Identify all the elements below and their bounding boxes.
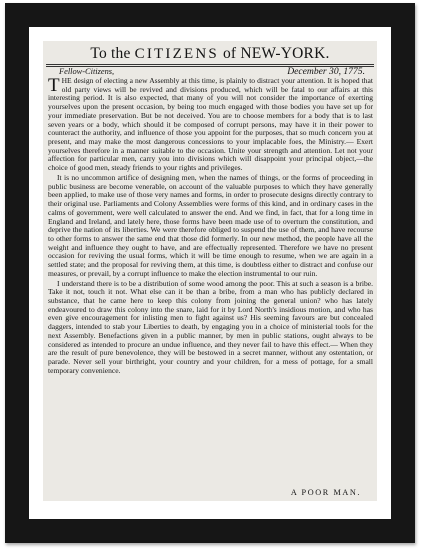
paragraph-1 <box>48 77 373 173</box>
document-date: December 30, 1775. <box>287 66 365 77</box>
broadside-print <box>43 41 377 501</box>
white-mat <box>29 27 391 519</box>
title-caps: CITIZENS <box>134 46 219 62</box>
drop-cap: T <box>48 75 60 96</box>
paragraph-1-text: HE design of electing a new Assembly at this time, is plainly to distract your attention. It is hoped that old party views will be revived and divisions produced, which will be fatal to our affairs at this interesting period. It is also expected, that many of you will not consider the importance of exerting yourselves upon the present occasion, by being too much engaged with those bodies you have set up for your immediate preservation. But be not deceived. You are to choose members for a body that is to last seven years or a body, which should it be composed of corrupt persons, may have it in their power to counteract the authority, and influence of those you appoint for the purposes, that so much concern you at present, and may make the most dangerous concessions to your implacable foes, the Ministry.— Exert yourselves therefore in a manner suitable to the occasion. Unite your strength and attention. Let not your affection for particular men, carry you into divisions which will disappoint your principal object,—the choice of good men, steady friends to your rights and privileges. <box>48 76 373 173</box>
title-prefix: To the <box>90 45 131 62</box>
paragraph-2: It is no uncommon artifice of designing men, when the names of things, or the forms of proceeding in public business are become venerable, on account of the valuable purposes to which they have generally been applied, to make use of those very names and forms, in order to prosecute designs directly contrary to their original use. Parliaments and Colony Assemblies were forms of this kind, and in ordinary cases in the calms of government, were well calculated to answer the end. And we find, in fact, that for a long time in England and Ireland, and lately here, those forms have been made use of to overturn the constitution, and deprive the nation of its liberties. We were therefore obliged to suspend the use of them, and have recourse to other forms to answer the same end that those did formerly. In our new method, the people have all the weight and influence they ought to have, and are effectually represented. Therefore we have no present occasion for reviving the usual forms, which it will be time enough to resume, when we are again in a settled state; and the proposal for reviving them, at this time, is doubtless either to distract and confuse our measures, or prevail, by a corrupt influence to make the election instrumental to our ruin. <box>48 172 373 278</box>
title-rule <box>46 64 374 65</box>
picture-frame <box>5 3 415 543</box>
paragraph-3: I understand there is to be a distribution of some wood among the poor. This at such a season is a bribe. Take it not, touch it not. What else can it be than a bribe, from a man who has publicly declared in substance, that he came here to keep this colony from joining the general union? who has lately endeavoured to draw this colony into the snare, laid for it by Lord North's insidious motion, and who has even give encouragement for inlisting men to fight against us? His seeming favours are but concealed daggers, intended to stab your Liberties to death, by engaging you in a choice of ministerial tools for the next Assembly. Benefactions given in a public manner, by men in public stations, ought always to be considered as intended to procure an undue influence, and they never fail to have this effect.— When they are the result of pure benevolence, they will be bestowed in a secret manner, without any ostentation, or parade. Never sell your birthright, your country and your children, for a mess of pottage, for a small temporary convenience. <box>48 278 373 375</box>
document-title <box>43 45 377 63</box>
title-suffix: of NEW-YORK. <box>222 45 330 62</box>
salutation: Fellow-Citizens, <box>59 67 115 76</box>
document-body <box>48 77 373 375</box>
signature: A POOR MAN. <box>290 488 361 497</box>
